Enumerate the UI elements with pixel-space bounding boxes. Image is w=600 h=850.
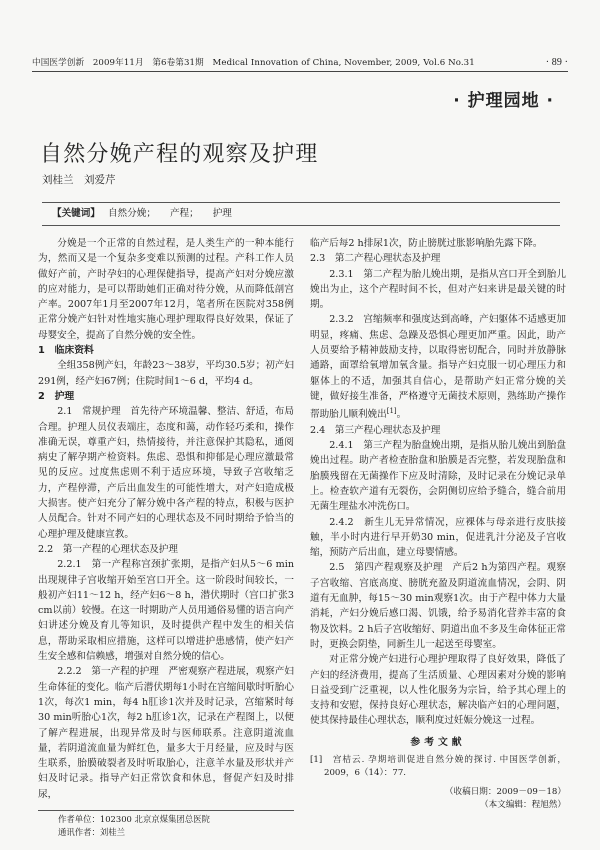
corresponding-author: 通讯作者：刘桂兰 bbox=[58, 827, 125, 837]
body-paragraph: 2.3.1 第二产程为胎儿娩出期，是指从宫口开全到胎儿娩出为止，这个产程时间不长，但对产妇来讲是最关键的时期。 bbox=[310, 268, 566, 311]
section-heading: 2 护理 bbox=[38, 390, 75, 402]
reference-item: [1] 宫桔云. 孕期培训促进自然分娩的探讨. 中国医学创新，2009，6（14）：77. bbox=[310, 754, 566, 778]
author-list: 刘桂兰 刘爱芹 bbox=[42, 174, 116, 186]
keywords-label: 【关键词】 bbox=[52, 208, 100, 219]
keyword: 护理 bbox=[212, 208, 232, 219]
clinical-data-paragraph: 全组358例产妇，年龄23～38岁，平均30.5岁；初产妇291例，经产妇67例；住院时间1～6 d，平均4 d。 bbox=[38, 360, 294, 387]
keyword: 产程； bbox=[169, 208, 199, 219]
body-paragraph: 2.5 第四产程观察及护理 产后2 h为第四产程。观察子宫收缩、宫底高度、膀胱充盈及阴道流血情况，会阴、阴道有无血肿，每15～30 min观察1次。由于产程中体力大量消耗，产妇分娩后感口渴、饥饿，给予易消化营养丰富的食物及饮料。2 h后子宫收缩好、阴道出血不多及生命体征正常时，更换会阴垫，同新生儿一起送至母婴室。 bbox=[310, 562, 566, 650]
right-column bbox=[310, 236, 566, 812]
keyword: 自然分娩； bbox=[107, 208, 156, 219]
paragraph-text: 2.3.2 宫缩频率和强度达到高峰，产妇躯体不适感更加明显，疼痛、焦虑、急躁及恐惧心理更加严重。因此，助产人员要给予精神鼓励支持，以取得密切配合，同时并放静脉通路，面罩给氧增加氧含量。指导产妇克服一切心理压力和躯体上的不适，加强其自信心，是帮助产妇正常分娩的关键，做好接生准备，严格遵守无菌技术原则，熟练助产操作帮助胎儿顺利娩出 bbox=[310, 314, 566, 421]
received-date: （收稿日期：2009－09－18） bbox=[444, 786, 566, 797]
paragraph-end: 。 bbox=[396, 409, 407, 421]
section-heading: 1 临床资料 bbox=[38, 345, 94, 357]
article-title: 自然分娩产程的观察及护理 bbox=[40, 141, 319, 167]
body-paragraph bbox=[310, 312, 566, 422]
running-header bbox=[32, 56, 568, 72]
section-label: · 护理园地 · bbox=[453, 91, 554, 111]
subsection-heading: 2.3 第二产程心理状态及护理 bbox=[310, 253, 441, 265]
body-paragraph: 2.1 常规护理 首先待产环境温馨、整洁、舒适，布局合理。护理人员仪表端庄，态度和蔼，动作轻巧柔和，操作准确无误，尊重产妇，热情接待，并注意保护其隐私，通阅病史了解孕期产检资料。焦虑、恐惧和抑郁是心理应激最常见的反应。过度焦虑则不利于适应环境，导致子宫收缩乏力，产程停滞，产后出血发生的可能性增大，对产妇造成极大损害。使产妇充分了解分娩中各产程的特点，积极与医护人员配合。针对不同产妇的心理状态及不同时期给予恰当的心理护理及健康宣教。 bbox=[38, 406, 294, 540]
citation-marker[interactable]: [1] bbox=[386, 407, 397, 416]
page-number: · 89 · bbox=[545, 57, 568, 68]
body-paragraph: 临产后每2 h排尿1次，防止膀胱过胀影响胎先露下降。 bbox=[310, 238, 543, 249]
author-footnote bbox=[38, 810, 294, 839]
body-paragraph: 2.4.2 新生儿无异常情况，应裸体与母亲进行皮肤接触，半小时内进行早开奶30 min，促进乳汁分泌及子宫收缩，预防产后出血，建立母婴情感。 bbox=[310, 516, 566, 559]
journal-info: 中国医学创新 2009年11月 第6卷第31期 Medical Innovation of China, November, 2009, Vol.6 No.31 bbox=[32, 58, 475, 68]
intro-paragraph: 分娩是一个正常的自然过程，是人类生产的一种本能行为，然而又是一个复杂多变难以预测的过程。产科工作人员做好产前，产时孕妇的心理保健指导，提高产妇对分娩应激的应对能力，是可以帮助她们正确对待分娩，从而降低剖宫产率。2007年1月至2007年12月，笔者所在医院对358例正常分娩产妇针对性地实施心理护理取得良好效果，保证了母婴安全，提高了自然分娩的安全性。 bbox=[38, 238, 294, 341]
editor-credit: （本文编辑：程旭然） bbox=[480, 799, 566, 810]
subsection-heading: 2.4 第三产程心理状态及护理 bbox=[310, 424, 441, 436]
keywords-bar bbox=[42, 202, 560, 226]
body-paragraph: 2.2.2 第一产程的护理 严密观察产程进展，观察产妇生命体征的变化。临产后潜伏期每1小时在宫缩间歇时听胎心1次，每次1 min，每4 h肛诊1次并及时记录，宫缩紧时每30 min听胎心1次，每2 h肛诊1次，记录在产程图上，以便了解产程进展，出现异常及时与医师联系。注意阴道流血量，若阴道流血量为鲜红色，量多大于月经量，应及时与医生联系，胎膜破裂者及时听取胎心，注意羊水量及形状并产妇及时记录。指导产妇正常饮食和休息，督促产妇及时排尿， bbox=[38, 666, 294, 800]
body-paragraph: 2.4.1 第三产程为胎盘娩出期，是指从胎儿娩出到胎盘娩出过程。助产者检查胎盘和胎膜是否完整，若发现胎盘和胎膜残留在无菌操作下应及时清除，及时记录在分娩记录单上。检查软产道有无裂伤，会阴侧切应给予缝合，缝合前用无菌生理盐水冲洗伤口。 bbox=[310, 440, 566, 513]
subsection-heading: 2.2 第一产程的心理状态及护理 bbox=[38, 543, 178, 555]
references-heading: 参考文献 bbox=[410, 736, 466, 748]
body-paragraph: 2.2.1 第一产程称宫颈扩张期，是指产妇从5～6 min出现规律子宫收缩开始至宫口开全。这一阶段时间较长，一般初产妇11～12 h，经产妇6～8 h，潜伏期时（宫口扩张3 cm以前）较慢。在这一时期助产人员用通俗易懂的语言向产妇讲述分娩及育儿等知识，及时提供产程中发生的相关信息，帮助采取相应措施，这样可以增进护患感情，使产妇产生安全感和信赖感，增强对自然分娩的信心。 bbox=[38, 559, 294, 663]
affiliation: 作者单位：102300 北京京煤集团总医院 bbox=[58, 814, 210, 824]
left-column bbox=[38, 236, 294, 802]
conclusion-paragraph: 对正常分娩产妇进行心理护理取得了良好效果，降低了产妇的经济费用，提高了生活质量、心理因素对分娩的影响日益受到广泛重视，以人性化服务为宗旨，给予其心理上的支持和安慰，保持良好心理状态，解决临产妇的心理问题，使其保持最佳心理状态，顺利度过妊娠分娩这一过程。 bbox=[310, 654, 566, 727]
